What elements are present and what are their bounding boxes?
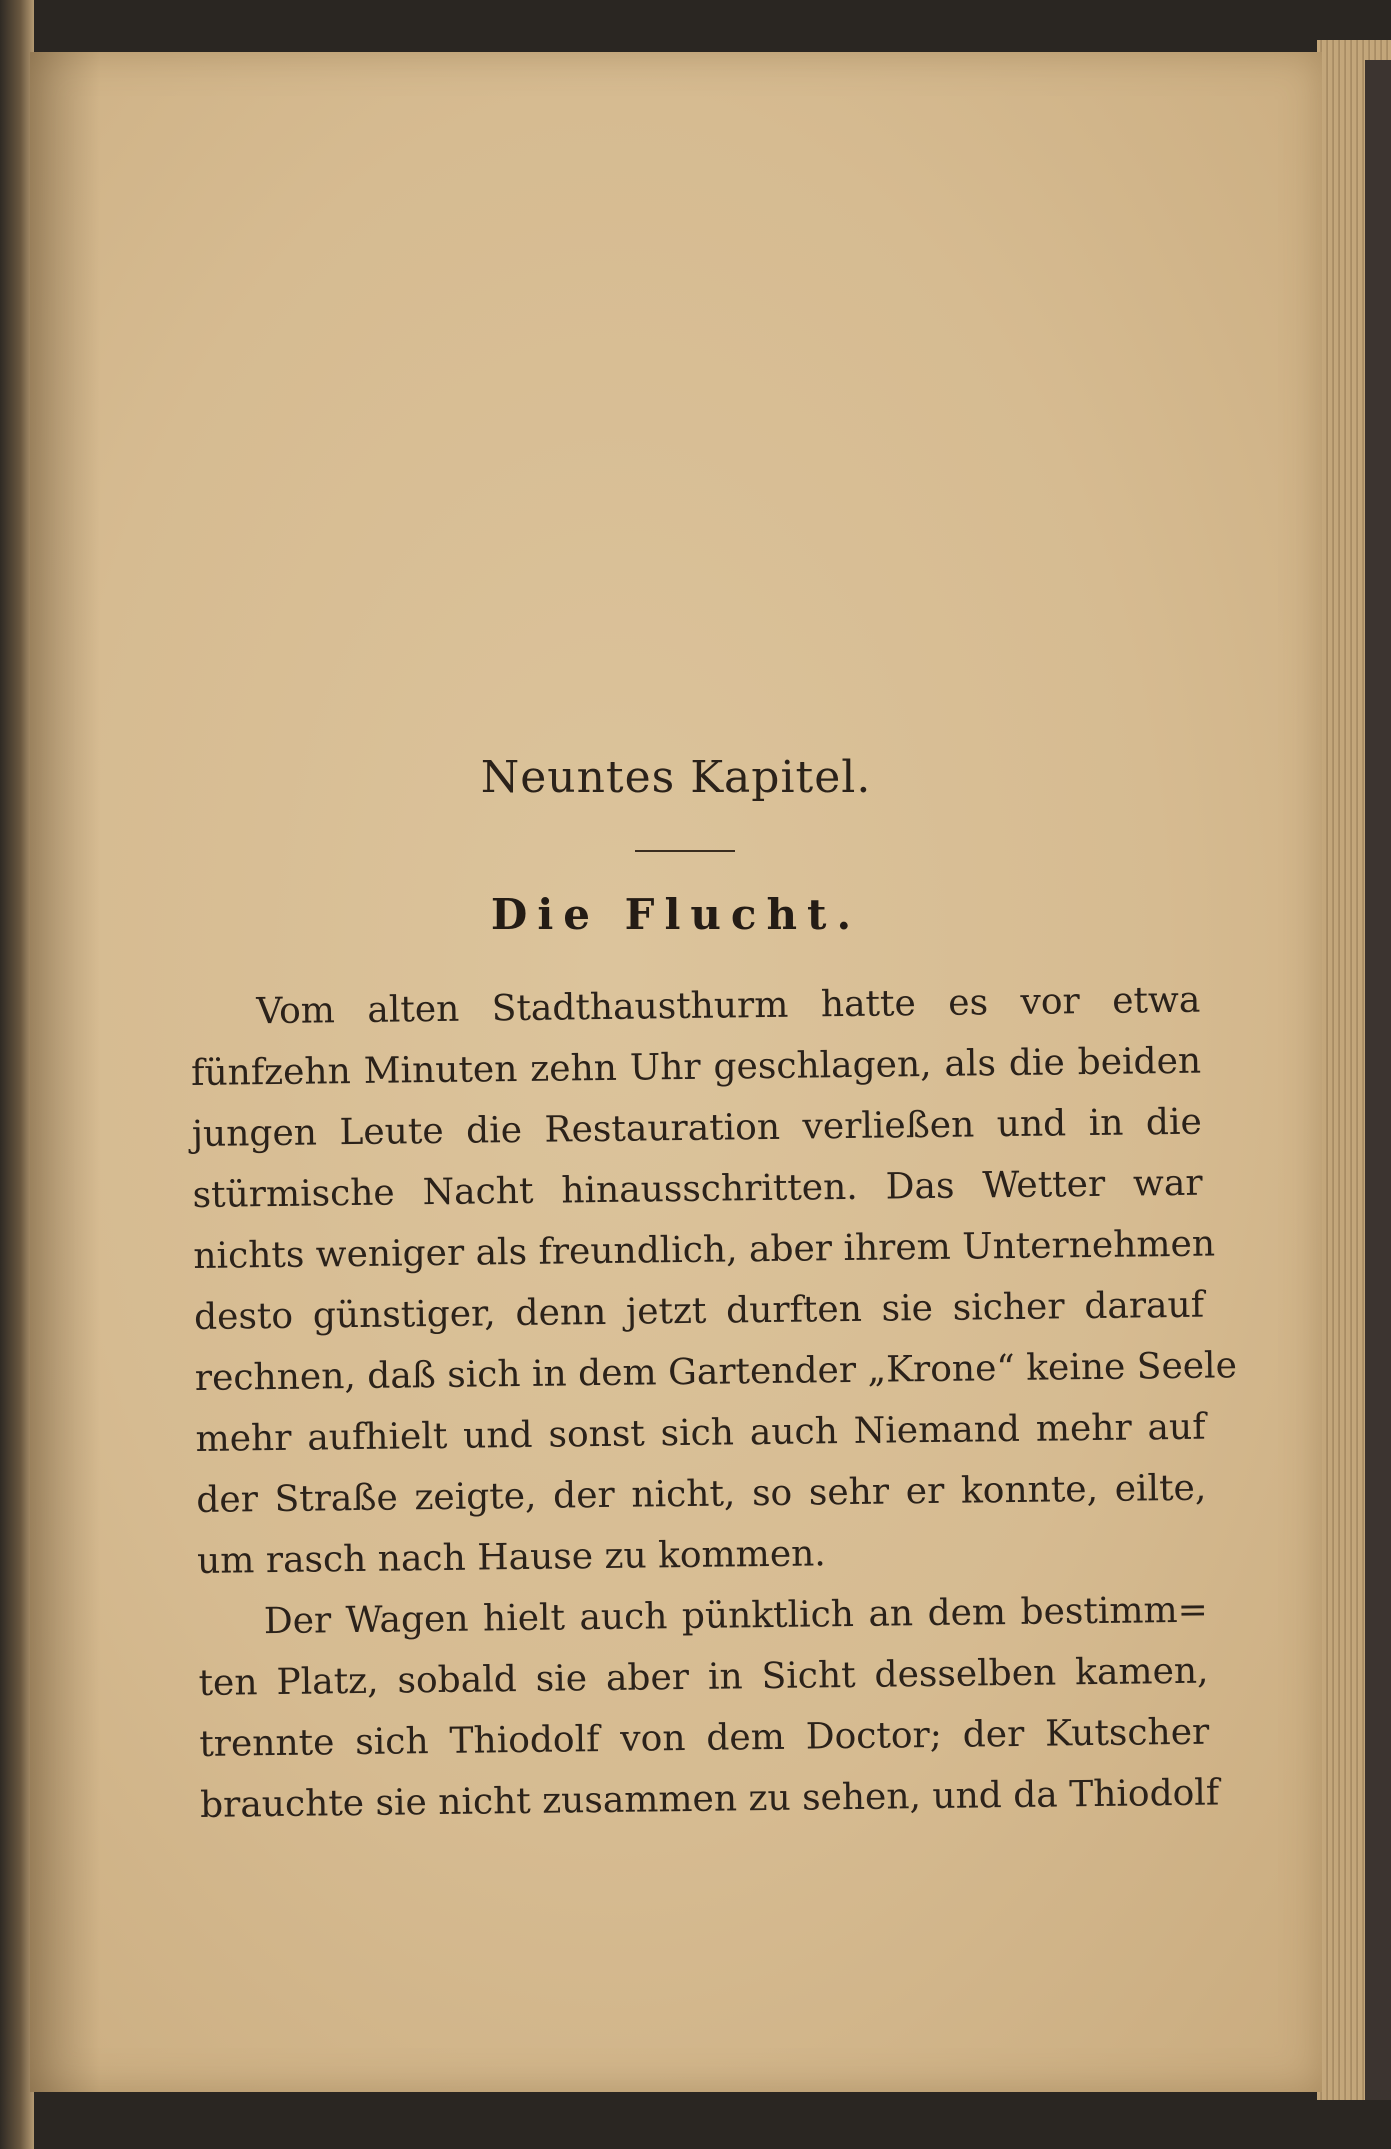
text-line: Der Wagen hielt auch pünktlich an dem bestimm= <box>263 1589 1209 1643</box>
text-line: rechnen, daß sich in dem Gartender „Krone“ keine Seele <box>194 1345 1238 1399</box>
body-text <box>190 970 1238 1836</box>
text-line: Vom alten Stadthausthurm hatte es vor etwa <box>256 979 1201 1033</box>
text-line: der Straße zeigte, der nicht, so sehr er konnte, eilte, <box>196 1467 1207 1521</box>
text-line: mehr aufhielt und sonst sich auch Niemand mehr auf <box>195 1406 1206 1460</box>
book-spine <box>0 0 34 2149</box>
text-line: um rasch nach Hause zu kommen. <box>196 1533 826 1582</box>
text-line: ten Platz, sobald sie aber in Sicht desselben kamen, <box>198 1650 1209 1704</box>
page <box>30 52 1322 2092</box>
text-line: desto günstiger, denn jetzt durften sie sicher darauf <box>193 1284 1205 1338</box>
book-cover-board <box>1365 60 1391 2100</box>
text-line: brauchte sie nicht zusammen zu sehen, und da Thiodolf <box>199 1772 1220 1826</box>
text-line: nichts weniger als freundlich, aber ihrem Unternehmen <box>193 1223 1216 1277</box>
text-line: jungen Leute die Restauration verließen und in die <box>191 1101 1203 1155</box>
text-line: stürmische Nacht hinausschritten. Das Wetter war <box>192 1162 1203 1216</box>
text-line: fünfzehn Minuten zehn Uhr geschlagen, als die beiden <box>190 1040 1202 1094</box>
heading-divider <box>635 850 735 852</box>
gutter-shadow <box>30 52 100 2092</box>
chapter-heading: Neuntes Kapitel. <box>480 752 872 803</box>
section-title: Die Flucht. <box>490 890 862 939</box>
text-line: trennte sich Thiodolf von dem Doctor; der Kutscher <box>199 1711 1210 1765</box>
